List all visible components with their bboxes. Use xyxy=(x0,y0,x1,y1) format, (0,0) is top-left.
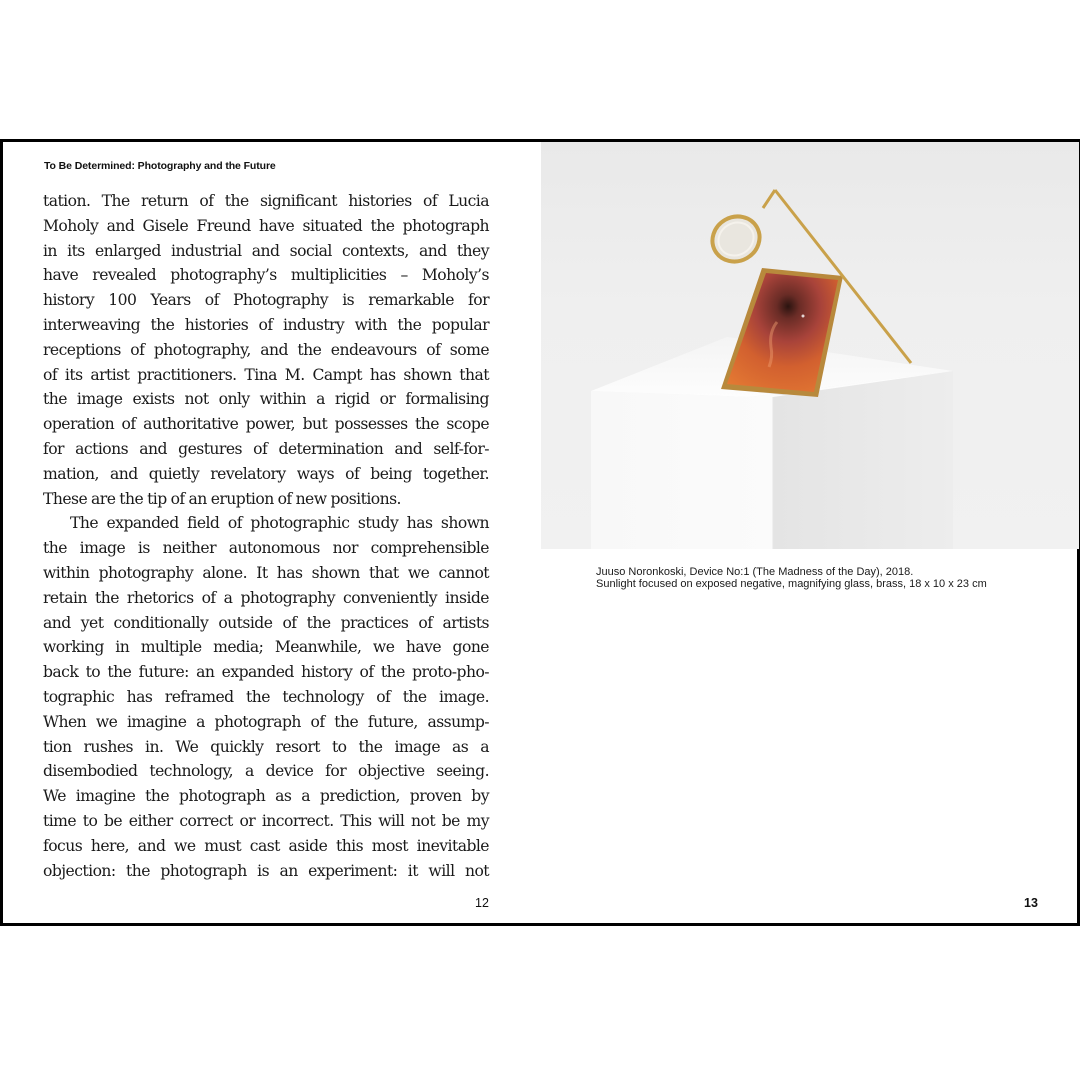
body-text-line: within photography alone. It has shown that we cannot xyxy=(43,563,489,582)
photo-caption xyxy=(596,566,1066,590)
body-text-line: These are the tip of an eruption of new positions. xyxy=(43,489,401,508)
body-text-line: tographic has reframed the technology of the image. xyxy=(43,687,489,706)
body-text-line: mation, and quietly revelatory ways of being together. xyxy=(43,464,489,483)
body-text-line: interweaving the histories of industry with the popular xyxy=(43,315,489,334)
running-head: To Be Determined: Photography and the Future xyxy=(44,160,276,172)
body-text-line: receptions of photography, and the endeavours of some xyxy=(43,340,489,359)
body-text-line: the image is neither autonomous nor comprehensible xyxy=(43,539,489,558)
page-number-left: 12 xyxy=(475,896,489,910)
artwork-illustration xyxy=(541,142,1079,549)
body-text xyxy=(43,189,489,883)
body-text-line: retain the rhetorics of a photography conveniently inside xyxy=(43,588,489,607)
body-text-line: working in multiple media; Meanwhile, we have gone xyxy=(43,638,489,657)
caption-title: Juuso Noronkoski, Device No:1 (The Madness of the Day), 2018. xyxy=(596,566,914,578)
body-text-line: operation of authoritative power, but possesses the scope xyxy=(43,415,489,434)
body-text-line: the image exists not only within a rigid or formalising xyxy=(43,390,489,409)
page-number-right: 13 xyxy=(1024,896,1038,910)
body-text-line: history 100 Years of Photography is remarkable for xyxy=(43,291,489,310)
artwork-photo xyxy=(541,142,1079,549)
body-text-line: disembodied technology, a device for objective seeing. xyxy=(43,762,489,781)
body-text-line: in its enlarged industrial and social contexts, and they xyxy=(43,241,489,260)
body-text-line: Moholy and Gisele Freund have situated the photograph xyxy=(43,216,489,235)
body-text-line: for actions and gestures of determination and self-for- xyxy=(43,439,489,458)
body-text-line: focus here, and we must cast aside this most inevitable xyxy=(43,836,489,855)
book-spread xyxy=(0,139,1080,926)
body-text-line: tation. The return of the significant histories of Lucia xyxy=(43,192,489,210)
body-text-line: and yet conditionally outside of the practices of artists xyxy=(43,613,489,632)
caption-details: Sunlight focused on exposed negative, magnifying glass, brass, 18 x 10 x 23 cm xyxy=(596,578,987,590)
body-text-line: When we imagine a photograph of the future, assump- xyxy=(43,712,489,731)
body-text-line: objection: the photograph is an experiment: it will not xyxy=(43,861,489,880)
body-text-line: time to be either correct or incorrect. This will not be my xyxy=(43,811,489,830)
body-text-line: have revealed photography’s multiplicities – Moholy’s xyxy=(43,266,489,285)
body-text-line: We imagine the photograph as a prediction, proven by xyxy=(43,787,489,806)
body-text-line: of its artist practitioners. Tina M. Campt has shown that xyxy=(43,365,489,384)
body-text-line: tion rushes in. We quickly resort to the image as a xyxy=(43,737,489,756)
body-text-line: back to the future: an expanded history of the proto-pho- xyxy=(43,663,489,682)
body-text-line: The expanded field of photographic study has shown xyxy=(70,514,489,533)
